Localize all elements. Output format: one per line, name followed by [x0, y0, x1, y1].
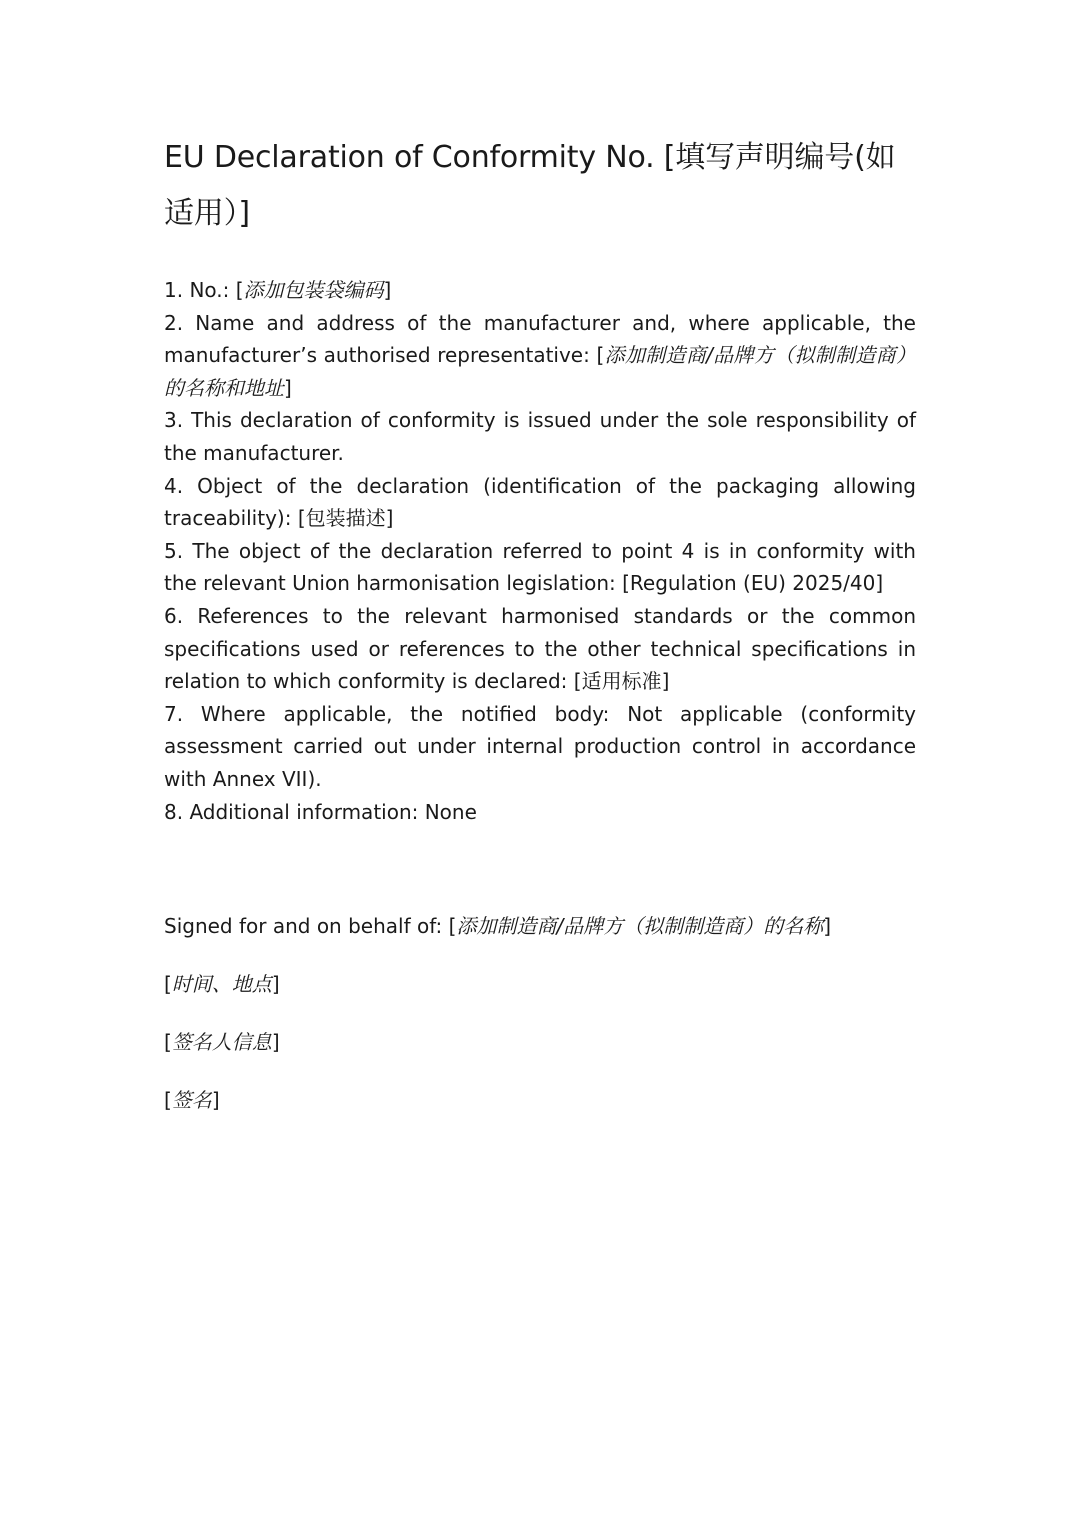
- placeholder-signatory-info: 签名人信息: [171, 1030, 272, 1055]
- item-manufacturer: 2. Name and address of the manufacturer and, where applicable, the manufacturer’s authorised representative: [添加制造商/品牌方（拟制制造商）的名称和地址]: [164, 310, 916, 400]
- item-notified-body: 7. Where applicable, the notified body: Not applicable (conformity assessment carried out under internal production control in accordance with Annex VII).: [164, 701, 916, 791]
- placeholder-time-place: 时间、地点: [171, 972, 272, 997]
- signature-line: [签名]: [164, 1088, 220, 1113]
- item-additional-info: 8. Additional information: None: [164, 799, 477, 824]
- placeholder-manufacturer-name: 添加制造商/品牌方（拟制制造商）的名称: [456, 914, 824, 939]
- document-page: [164, 130, 916, 1142]
- item-legislation: 5. The object of the declaration referred to point 4 is in conformity with the relevant Union harmonisation legislation: [Regulation (EU) 2025/40]: [164, 538, 916, 596]
- item-responsibility: 3. This declaration of conformity is issued under the sole responsibility of the manufacturer.: [164, 408, 916, 465]
- time-place-line: [时间、地点]: [164, 972, 280, 997]
- signature-block: [164, 910, 916, 1116]
- document-title: EU Declaration of Conformity No. [填写声明编号(如适用）]: [164, 140, 896, 231]
- placeholder-bag-code: 添加包装袋编码: [243, 278, 384, 302]
- placeholder-manufacturer-address: 添加制造商/品牌方（拟制制造商）的名称和地址: [164, 343, 916, 400]
- item-standards: 6. References to the relevant harmonised standards or the common specifications used or references to the other technical specifications in relation to which conformity is declared: [适用标准]: [164, 603, 916, 694]
- signatory-info-line: [签名人信息]: [164, 1030, 280, 1055]
- item-no: 1. No.: [添加包装袋编码]: [164, 278, 392, 302]
- item-object: 4. Object of the declaration (identification of the packaging allowing traceability): [包装描述]: [164, 473, 916, 531]
- placeholder-signature: 签名: [171, 1088, 212, 1113]
- declaration-items: [164, 274, 916, 828]
- signed-on-behalf: Signed for and on behalf of: [添加制造商/品牌方（拟制制造商）的名称]: [164, 914, 832, 939]
